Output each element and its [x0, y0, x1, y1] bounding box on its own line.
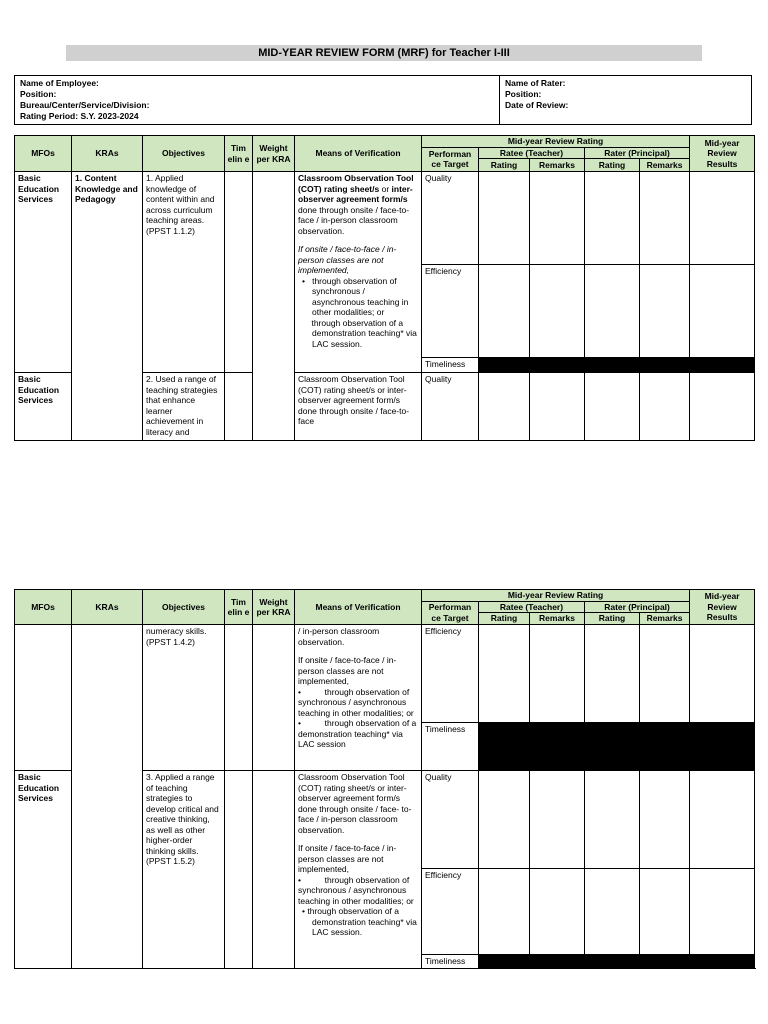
mfo-cell — [15, 625, 72, 771]
timeline-cell[interactable] — [225, 373, 253, 441]
rating-cell[interactable] — [585, 373, 640, 441]
blacked-out-cell — [479, 955, 755, 969]
mov-bullet: • through observation of a demonstration teaching* via LAC session. — [302, 906, 417, 937]
header-midyear-rating: Mid-year Review Rating — [422, 136, 690, 148]
mov-bullet: • through observation of synchronous / asynchronous teaching in other modalities; or — [298, 874, 414, 906]
header-timeline: Tim elin e — [225, 136, 253, 172]
results-cell[interactable] — [690, 869, 755, 955]
mov-alt-text: If onsite / face-to-face / in-person classes are not implemented, — [298, 244, 397, 275]
mrf-table-page-2 — [14, 589, 755, 969]
target-efficiency: Efficiency — [422, 265, 479, 358]
rating-period-label: Rating Period: S.Y. 2023-2024 — [20, 111, 139, 121]
bureau-label: Bureau/Center/Service/Division: — [20, 100, 150, 110]
rating-cell[interactable] — [479, 771, 530, 869]
header-rater: Rater (Principal) — [585, 147, 690, 159]
remarks-cell[interactable] — [530, 625, 585, 723]
form-title: MID-YEAR REVIEW FORM (MRF) for Teacher I-III — [66, 45, 702, 61]
target-quality: Quality — [422, 172, 479, 265]
header-mov: Means of Verification — [295, 590, 422, 625]
mov-bullet: through observation of a demonstration teaching* via LAC session. — [311, 317, 417, 349]
header-kras: KRAs — [72, 136, 143, 172]
header-objectives: Objectives — [143, 136, 225, 172]
blacked-out-cell — [479, 358, 755, 373]
mov-bullet: • through observation of synchronous / asynchronous teaching in other modalities; or — [302, 275, 409, 317]
kra-cell: 1. Content Knowledge and Pedagogy — [72, 172, 143, 441]
employee-name-label: Name of Employee: — [20, 78, 99, 88]
objective-cell: 3. Applied a range of teaching strategies to develop critical and creative thinking, as well as other higher-order thinking skills. (PPST 1.5.2) — [143, 771, 225, 969]
results-cell[interactable] — [690, 265, 755, 358]
mov-text: Classroom Observation Tool (COT) rating sheet/s or inter-observer agreement form/s done through onsite / face-to-face / in-person classroom observation. — [298, 173, 414, 236]
weight-cell[interactable] — [253, 172, 295, 441]
header-performance-target: Performan ce Target — [422, 601, 479, 625]
target-efficiency: Efficiency — [422, 869, 479, 955]
header-ratee-rating: Rating — [479, 613, 530, 625]
header-mfos: MFOs — [15, 590, 72, 625]
header-midyear-rating: Mid-year Review Rating — [422, 590, 690, 602]
mov-cell — [295, 771, 422, 969]
rating-cell[interactable] — [585, 869, 640, 955]
header-timeline: Tim elin e — [225, 590, 253, 625]
header-ratee-remarks: Remarks — [530, 613, 585, 625]
header-kras: KRAs — [72, 590, 143, 625]
employee-info-box — [14, 75, 752, 125]
weight-cell[interactable] — [253, 771, 295, 969]
blacked-out-cell — [479, 723, 755, 771]
rating-cell[interactable] — [479, 172, 530, 265]
review-date-label: Date of Review: — [505, 100, 569, 110]
remarks-cell[interactable] — [640, 869, 690, 955]
timeline-cell[interactable] — [225, 771, 253, 969]
remarks-cell[interactable] — [640, 172, 690, 265]
rating-cell[interactable] — [585, 625, 640, 723]
header-rater-remarks: Remarks — [640, 613, 690, 625]
mfo-cell: Basic Education Services — [15, 771, 72, 969]
header-ratee: Ratee (Teacher) — [479, 601, 585, 613]
kra-cell — [72, 625, 143, 969]
rating-cell[interactable] — [585, 771, 640, 869]
mov-cell — [295, 625, 422, 771]
header-rater-rating: Rating — [585, 613, 640, 625]
header-ratee: Ratee (Teacher) — [479, 147, 585, 159]
rating-cell[interactable] — [585, 265, 640, 358]
remarks-cell[interactable] — [530, 373, 585, 441]
mov-bullet: • through observation of synchronous / asynchronous teaching in other modalities; or — [298, 686, 414, 718]
results-cell[interactable] — [690, 771, 755, 869]
remarks-cell[interactable] — [530, 771, 585, 869]
mov-text: / in-person classroom observation. — [298, 626, 380, 647]
rater-name-label: Name of Rater: — [505, 78, 566, 88]
target-timeliness: Timeliness — [422, 723, 479, 771]
remarks-cell[interactable] — [530, 265, 585, 358]
remarks-cell[interactable] — [640, 625, 690, 723]
timeline-cell[interactable] — [225, 625, 253, 771]
mov-bullet: • through observation of a demonstration teaching* via LAC session — [298, 718, 417, 749]
rating-cell[interactable] — [479, 869, 530, 955]
header-objectives: Objectives — [143, 590, 225, 625]
remarks-cell[interactable] — [640, 373, 690, 441]
target-timeliness: Timeliness — [422, 955, 479, 969]
header-rater: Rater (Principal) — [585, 601, 690, 613]
objective-cell: numeracy skills. (PPST 1.4.2) — [143, 625, 225, 771]
header-mfos: MFOs — [15, 136, 72, 172]
employee-info — [20, 78, 149, 122]
mov-alt-text: If onsite / face-to-face / in-person classes are not implemented, — [298, 655, 397, 686]
header-mov: Means of Verification — [295, 136, 422, 172]
mrf-table-page-1 — [14, 135, 755, 441]
weight-cell[interactable] — [253, 625, 295, 771]
header-rater-rating: Rating — [585, 159, 640, 172]
target-quality: Quality — [422, 771, 479, 869]
rating-cell[interactable] — [479, 625, 530, 723]
mov-text: Classroom Observation Tool (COT) rating sheet/s or inter-observer agreement form/s done through onsite / face- to- face / in-person classroom observation. — [298, 772, 412, 835]
results-cell[interactable] — [690, 373, 755, 441]
remarks-cell[interactable] — [530, 869, 585, 955]
header-performance-target: Performan ce Target — [422, 147, 479, 172]
header-results: Mid-year Review Results — [690, 590, 755, 625]
rating-cell[interactable] — [585, 172, 640, 265]
target-efficiency: Efficiency — [422, 625, 479, 723]
mov-cell — [295, 172, 422, 373]
remarks-cell[interactable] — [640, 265, 690, 358]
info-divider — [499, 76, 500, 124]
target-quality: Quality — [422, 373, 479, 441]
header-results: Mid-year Review Results — [690, 136, 755, 172]
employee-position-label: Position: — [20, 89, 57, 99]
header-ratee-remarks: Remarks — [530, 159, 585, 172]
remarks-cell[interactable] — [640, 771, 690, 869]
mov-alt-text: If onsite / face-to-face / in-person classes are not implemented, — [298, 843, 397, 874]
header-ratee-rating: Rating — [479, 159, 530, 172]
header-weight: Weight per KRA — [253, 136, 295, 172]
mov-cell: Classroom Observation Tool (COT) rating sheet/s or inter-observer agreement form/s done through onsite / face-to-face — [295, 373, 422, 441]
target-timeliness: Timeliness — [422, 358, 479, 373]
header-rater-remarks: Remarks — [640, 159, 690, 172]
remarks-cell[interactable] — [530, 172, 585, 265]
objective-cell: 1. Applied knowledge of content within and across curriculum teaching areas. (PPST 1.1.2) — [143, 172, 225, 373]
rater-info — [505, 78, 568, 111]
rater-position-label: Position: — [505, 89, 542, 99]
rating-cell[interactable] — [479, 265, 530, 358]
results-cell[interactable] — [690, 625, 755, 723]
header-weight: Weight per KRA — [253, 590, 295, 625]
rating-cell[interactable] — [479, 373, 530, 441]
timeline-cell[interactable] — [225, 172, 253, 373]
objective-cell: 2. Used a range of teaching strategies that enhance learner achievement in literacy and — [143, 373, 225, 441]
mfo-cell: Basic Education Services — [15, 373, 72, 441]
mfo-cell: Basic Education Services — [15, 172, 72, 373]
results-cell[interactable] — [690, 172, 755, 265]
